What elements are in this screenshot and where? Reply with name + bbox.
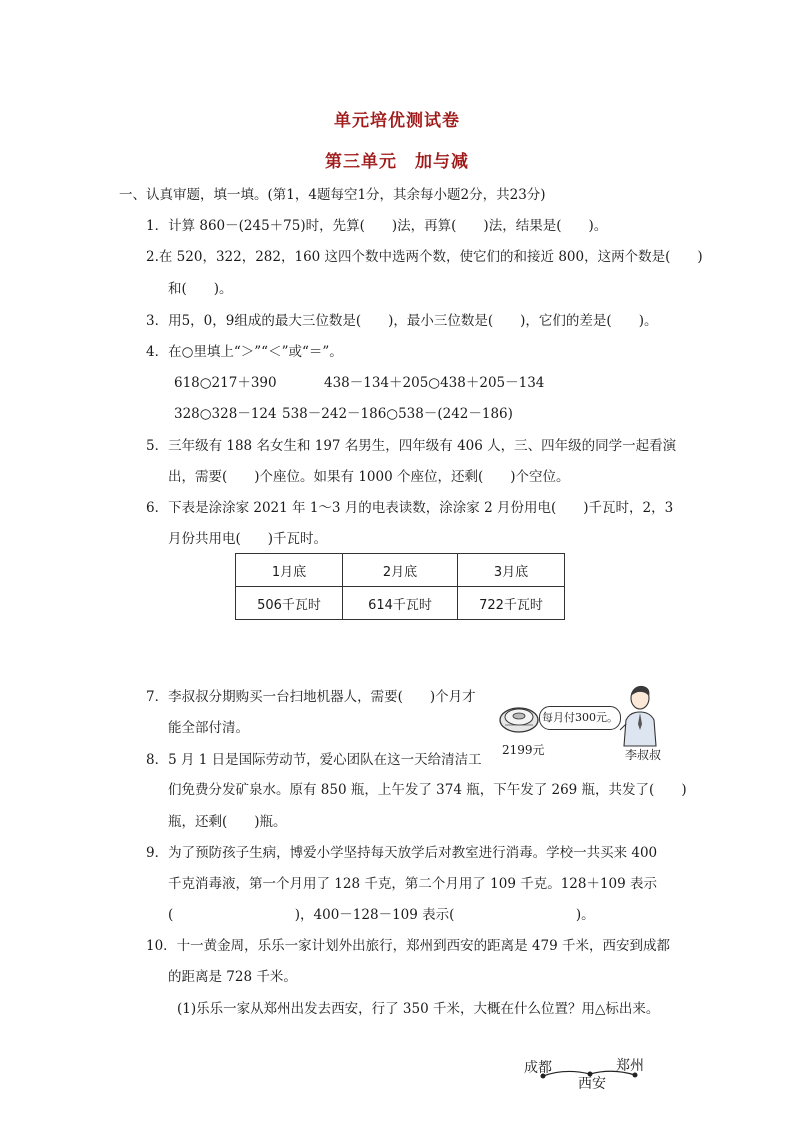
question-8-line3: 瓶，还剩( )瓶。 (168, 814, 287, 830)
question-3: 3．用5，0，9组成的最大三位数是( )，最小三位数是( )，它们的差是( )。 (146, 313, 658, 329)
question-4-stem: 4．在○里填上“＞”“＜”或“＝”。 (146, 344, 343, 360)
table-row (236, 587, 565, 620)
question-10-line1: 10．十一黄金周，乐乐一家计划外出旅行，郑州到西安的距离是 479 千米，西安到成都 (146, 938, 671, 954)
question-4-item-b: 438－134＋205○438＋205－134 (324, 375, 545, 391)
meter-reading-table (235, 553, 565, 620)
map-label-chengdu: 成都 (524, 1060, 552, 1076)
table-header-row (236, 554, 565, 587)
robot-price-label: 2199元 (502, 743, 545, 757)
question-8-line1: 8．5 月 1 日是国际劳动节，爱心团队在这一天给清洁工 (146, 752, 482, 768)
table-header-cell: 1月底 (236, 554, 343, 587)
question-9-line2: 千克消毒液，第一个月用了 128 千克，第二个月用了 109 千克。128＋109 表示 (168, 876, 658, 892)
question-8-line2: 们免费分发矿泉水。原有 850 瓶，上午发了 374 瓶，下午发了 269 瓶，共发了( ) (168, 782, 687, 798)
table-cell: 614千瓦时 (343, 587, 458, 620)
question-9-line1: 9．为了预防孩子生病，博爱小学坚持每天放学后对教室进行消毒。学校一共买来 400 (146, 845, 658, 861)
question-10-line2: 的距离是 728 千米。 (168, 969, 297, 985)
uncle-li-figure-icon (616, 684, 666, 748)
page-title: 单元培优测试卷 (334, 111, 460, 131)
question-5-line1: 5．三年级有 188 名女生和 197 名男生，四年级有 406 人，三、四年级的同学一起看演 (146, 438, 677, 454)
question-10-sub1: (1)乐乐一家从郑州出发去西安，行了 350 千米，大概在什么位置？用△标出来。 (177, 1001, 660, 1017)
question-4-item-c: 328○328－124 (174, 406, 277, 422)
question-6-line1: 6．下表是涂涂家 2021 年 1～3 月的电表读数，涂涂家 2 月份用电( )千瓦时，2，3 (146, 500, 674, 516)
person-label: 李叔叔 (625, 748, 662, 762)
question-6-line2: 月份共用电( )千瓦时。 (168, 531, 328, 547)
question-2-line1: 2.在 520，322，282，160 这四个数中选两个数，使它们的和接近 800，这两个数是( ) (146, 249, 703, 265)
question-1: 1．计算 860－(245＋75)时，先算( )法，再算( )法，结果是( )。 (146, 218, 608, 234)
map-label-xian: 西安 (578, 1076, 606, 1092)
question-7-line1: 7．李叔叔分期购买一台扫地机器人，需要( )个月才 (146, 689, 476, 705)
map-label-zhengzhou: 郑州 (616, 1058, 644, 1074)
question-4-item-d: 538－242－186○538－(242－186) (282, 406, 513, 422)
table-cell: 506千瓦时 (236, 587, 343, 620)
table-header-cell: 3月底 (458, 554, 565, 587)
table-cell: 722千瓦时 (458, 587, 565, 620)
question-7-line2: 能全部付清。 (168, 720, 249, 736)
question-9-line3: ( )，400－128－109 表示( )。 (168, 907, 595, 923)
unit-subtitle: 第三单元 加与减 (325, 152, 469, 172)
question-4-item-a: 618○217＋390 (174, 375, 277, 391)
table-header-cell: 2月底 (343, 554, 458, 587)
section-heading: 一、认真审题，填一填。(第1，4题每空1分，其余每小题2分，共23分) (119, 187, 546, 203)
question-2-line2: 和( )。 (168, 281, 233, 297)
question-5-line2: 出，需要( )个座位。如果有 1000 个座位，还剩( )个空位。 (168, 469, 570, 485)
speech-bubble: 每月付300元。 (539, 706, 621, 730)
